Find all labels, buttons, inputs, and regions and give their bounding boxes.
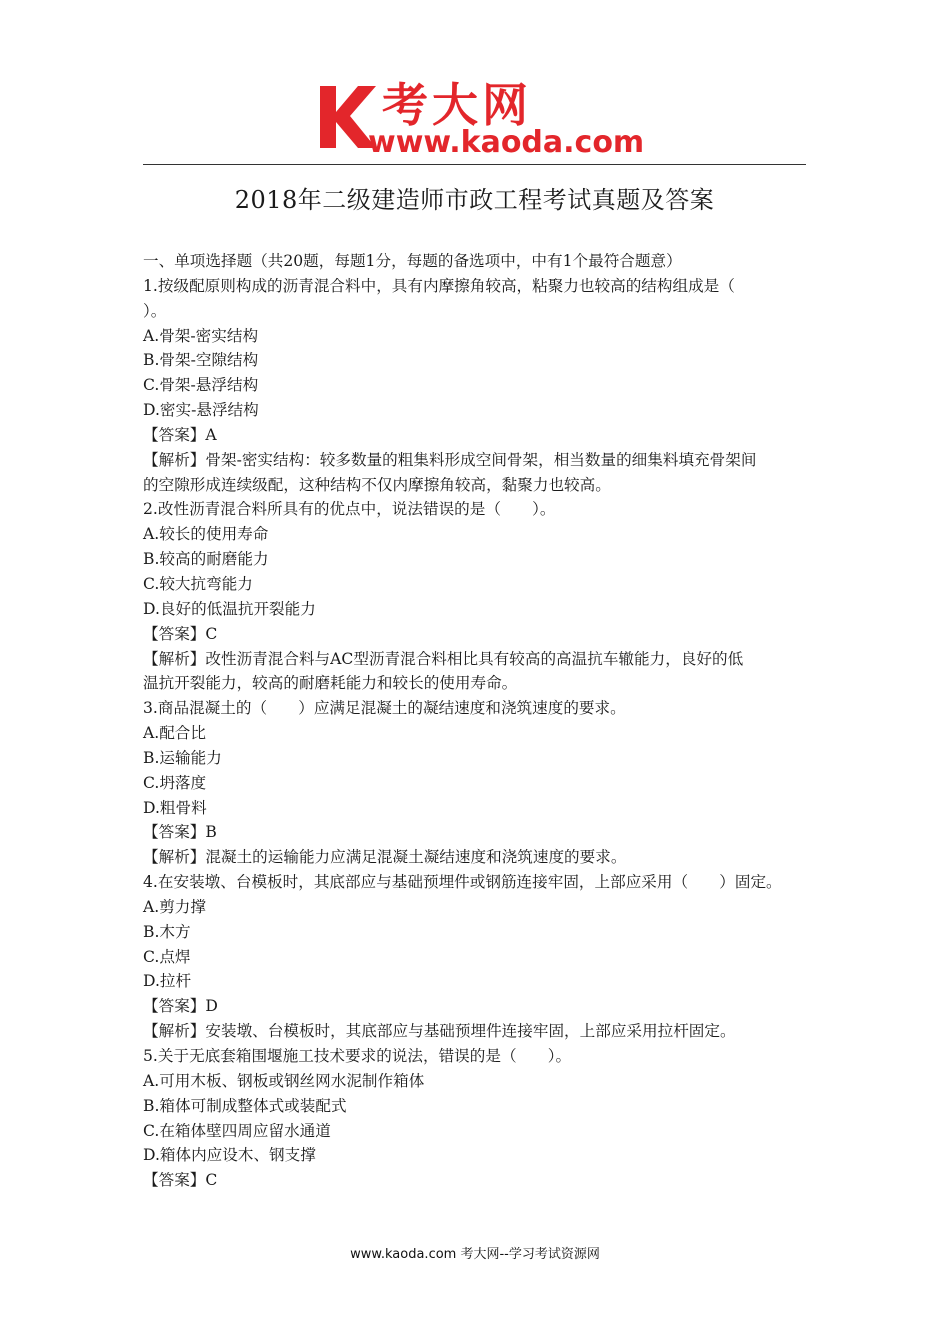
page-footer[interactable]: www.kaoda.com 考大网--学习考试资源网: [350, 1247, 600, 1262]
option: C.坍落度: [143, 773, 207, 792]
question-text: 2.改性沥青混合料所具有的优点中，说法错误的是（ ）。: [143, 500, 556, 519]
page-title: 2018年二级建造师市政工程考试真题及答案: [234, 186, 715, 214]
explanation: 【解析】混凝土的运输能力应满足混凝土凝结速度和浇筑速度的要求。: [143, 848, 627, 867]
answer: 【答案】C: [143, 1171, 218, 1190]
option: A.可用木板、钢板或钢丝网水泥制作箱体: [143, 1071, 425, 1090]
explanation: 【解析】骨架-密实结构：较多数量的粗集料形成空间骨架，相当数量的细集料填充骨架间: [143, 450, 757, 469]
option: D.箱体内应设木、钢支撑: [143, 1146, 316, 1165]
option: A.配合比: [143, 724, 206, 743]
answer: 【答案】C: [143, 624, 218, 643]
option: B.木方: [143, 922, 191, 941]
option: B.较高的耐磨能力: [143, 550, 269, 569]
logo-url: www.kaoda.com: [368, 125, 645, 160]
option: C.较大抗弯能力: [143, 574, 253, 593]
option: C.在箱体壁四周应留水通道: [143, 1121, 331, 1140]
explanation: 【解析】安装墩、台模板时，其底部应与基础预埋件连接牢固，上部应采用拉杆固定。: [143, 1022, 736, 1041]
header-divider: [143, 164, 806, 165]
option: C.点焊: [143, 947, 191, 966]
answer: 【答案】B: [143, 823, 217, 842]
option: A.较长的使用寿命: [143, 525, 269, 544]
option: B.运输能力: [143, 748, 222, 767]
option: D.良好的低温抗开裂能力: [143, 599, 316, 618]
document-body: [143, 249, 808, 1193]
explanation: 温抗开裂能力，较高的耐磨耗能力和较长的使用寿命。: [143, 674, 518, 693]
option: C.骨架-悬浮结构: [143, 376, 259, 395]
option: D.粗骨料: [143, 798, 207, 817]
kaoda-logo[interactable]: [318, 76, 645, 160]
option: A.骨架-密实结构: [143, 326, 259, 345]
answer: 【答案】A: [143, 425, 217, 444]
question-text: 3.商品混凝土的（ ）应满足混凝土的凝结速度和浇筑速度的要求。: [143, 699, 626, 718]
option: B.箱体可制成整体式或装配式: [143, 1096, 347, 1115]
logo-text: 考大网: [382, 78, 532, 132]
section-heading: 一、单项选择题（共20题，每题1分，每题的备选项中，中有1个最符合题意）: [143, 252, 682, 270]
question-text: 4.在安装墩、台模板时，其底部应与基础预埋件或钢筋连接牢固，上部应采用（ ）固定。: [143, 873, 782, 892]
explanation: 【解析】改性沥青混合料与AC型沥青混合料相比具有较高的高温抗车辙能力，良好的低: [143, 649, 744, 668]
option: A.剪力撑: [143, 897, 206, 916]
option: D.拉杆: [143, 972, 192, 991]
option: D.密实-悬浮结构: [143, 401, 259, 420]
question-text: ）。: [143, 301, 167, 320]
question-text: 5.关于无底套箱围堰施工技术要求的说法，错误的是（ ）。: [143, 1047, 572, 1065]
explanation: 的空隙形成连续级配，这种结构不仅内摩擦角较高，黏聚力也较高。: [143, 475, 611, 494]
question-text: 1.按级配原则构成的沥青混合料中，具有内摩擦角较高，粘聚力也较高的结构组成是（: [143, 276, 735, 295]
answer: 【答案】D: [143, 997, 218, 1016]
option: B.骨架-空隙结构: [143, 351, 259, 370]
